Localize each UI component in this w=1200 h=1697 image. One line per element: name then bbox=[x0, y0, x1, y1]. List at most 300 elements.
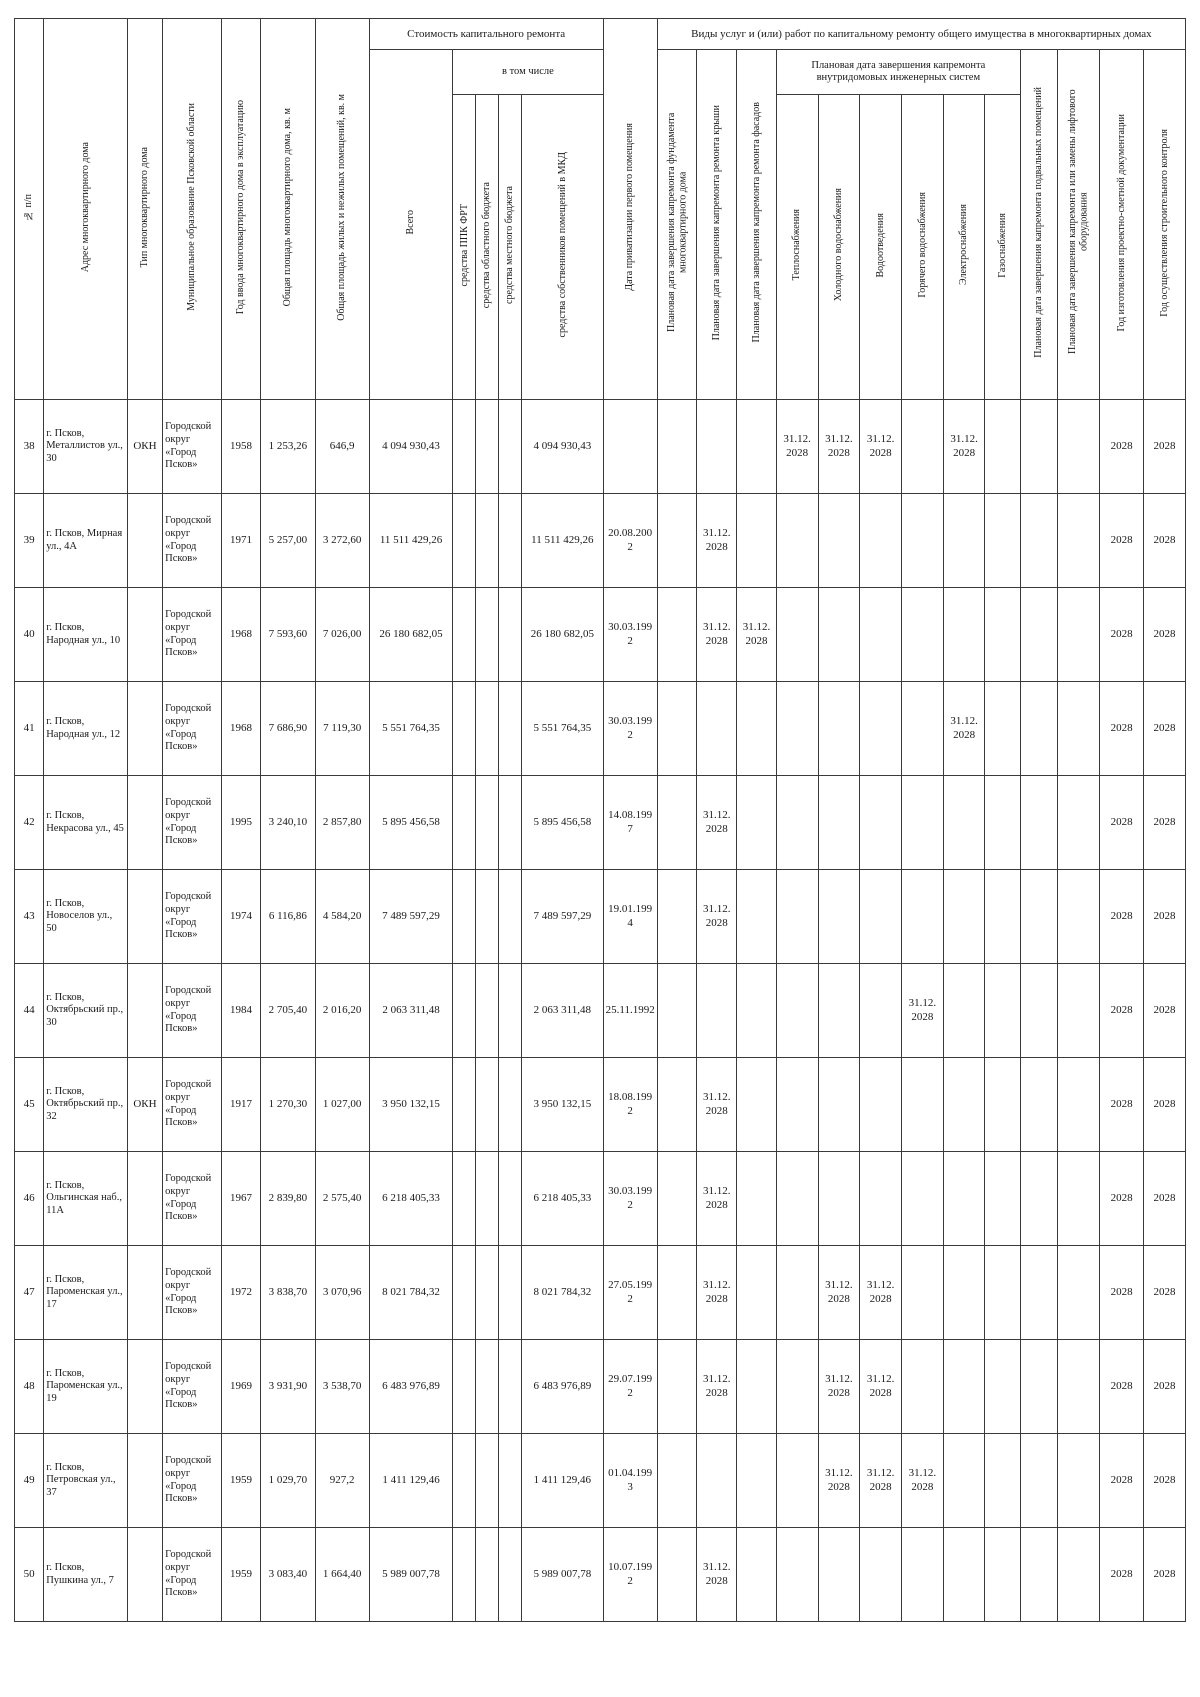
header-hot-water: Горячего водоснабжения bbox=[901, 95, 943, 400]
row-living-area: 7 026,00 bbox=[315, 588, 369, 682]
row-fund-local bbox=[499, 964, 522, 1058]
row-facade bbox=[737, 870, 777, 964]
row-municipality: Городской округ «Город Псков» bbox=[163, 870, 221, 964]
row-gas bbox=[985, 1434, 1020, 1528]
row-municipality: Городской округ «Город Псков» bbox=[163, 494, 221, 588]
row-basement bbox=[1020, 1152, 1058, 1246]
row-roof: 31.12. 2028 bbox=[697, 1340, 737, 1434]
row-design-year: 2028 bbox=[1100, 1058, 1144, 1152]
row-fund-ppk bbox=[453, 1528, 476, 1622]
row-roof: 31.12. 2028 bbox=[697, 1528, 737, 1622]
row-cost-total: 2 063 311,48 bbox=[369, 964, 452, 1058]
table-row bbox=[15, 494, 1186, 588]
header-year: Год ввода многоквартирного дома в эксплуатацию bbox=[221, 19, 261, 400]
row-priv-date: 19.01.1994 bbox=[603, 870, 657, 964]
row-total-area: 3 931,90 bbox=[261, 1340, 315, 1434]
row-facade bbox=[737, 1058, 777, 1152]
row-cost-total: 6 483 976,89 bbox=[369, 1340, 452, 1434]
row-cold-water: 31.12. 2028 bbox=[818, 1340, 860, 1434]
row-type bbox=[127, 1246, 162, 1340]
row-drainage bbox=[860, 682, 902, 776]
row-basement bbox=[1020, 400, 1058, 494]
row-fund-local bbox=[499, 1246, 522, 1340]
row-fund-region bbox=[476, 776, 499, 870]
row-year: 1995 bbox=[221, 776, 261, 870]
row-fund-region bbox=[476, 682, 499, 776]
row-electric bbox=[943, 1434, 985, 1528]
header-design-year: Год изготовления проектно-сметной документации bbox=[1100, 50, 1144, 400]
row-elevator bbox=[1058, 870, 1100, 964]
table-body bbox=[15, 400, 1186, 1622]
row-fund-local bbox=[499, 1340, 522, 1434]
row-facade bbox=[737, 682, 777, 776]
table-row bbox=[15, 1528, 1186, 1622]
row-fund-owners: 1 411 129,46 bbox=[522, 1434, 603, 1528]
row-basement bbox=[1020, 494, 1058, 588]
row-control-year: 2028 bbox=[1144, 494, 1186, 588]
row-drainage bbox=[860, 494, 902, 588]
row-year: 1972 bbox=[221, 1246, 261, 1340]
row-fund-region bbox=[476, 964, 499, 1058]
row-cold-water: 31.12. 2028 bbox=[818, 1434, 860, 1528]
row-roof bbox=[697, 964, 737, 1058]
row-priv-date: 30.03.1992 bbox=[603, 1152, 657, 1246]
row-basement bbox=[1020, 964, 1058, 1058]
row-hot-water bbox=[901, 588, 943, 682]
row-cost-total: 11 511 429,26 bbox=[369, 494, 452, 588]
row-fund-ppk bbox=[453, 400, 476, 494]
row-total-area: 2 839,80 bbox=[261, 1152, 315, 1246]
header-works-group: Виды услуг и (или) работ по капитальному ремонту общего имущества в многоквартирных домах bbox=[657, 19, 1185, 50]
row-gas bbox=[985, 400, 1020, 494]
row-fund-region bbox=[476, 494, 499, 588]
row-number: 50 bbox=[15, 1528, 44, 1622]
row-fund-ppk bbox=[453, 1246, 476, 1340]
row-foundation bbox=[657, 1058, 697, 1152]
table-row bbox=[15, 776, 1186, 870]
row-fund-region bbox=[476, 400, 499, 494]
row-basement bbox=[1020, 1434, 1058, 1528]
row-municipality: Городской округ «Город Псков» bbox=[163, 588, 221, 682]
header-roof: Плановая дата завершения капремонта ремонта крыши bbox=[697, 50, 737, 400]
row-type bbox=[127, 870, 162, 964]
header-priv-date: Дата приватизации первого помещения bbox=[603, 19, 657, 400]
row-heat bbox=[776, 1340, 818, 1434]
row-cost-total: 5 989 007,78 bbox=[369, 1528, 452, 1622]
row-fund-owners: 5 895 456,58 bbox=[522, 776, 603, 870]
row-type bbox=[127, 964, 162, 1058]
header-total-area: Общая площадь многоквартирного дома, кв. м bbox=[261, 19, 315, 400]
row-address: г. Псков, Пароменская ул., 17 bbox=[44, 1246, 127, 1340]
row-total-area: 1 029,70 bbox=[261, 1434, 315, 1528]
header-address: Адрес многоквартирного дома bbox=[44, 19, 127, 400]
row-design-year: 2028 bbox=[1100, 1434, 1144, 1528]
row-cold-water bbox=[818, 1528, 860, 1622]
header-heat: Теплоснабжения bbox=[776, 95, 818, 400]
row-year: 1968 bbox=[221, 682, 261, 776]
row-electric bbox=[943, 776, 985, 870]
row-elevator bbox=[1058, 964, 1100, 1058]
header-fund-owners: средства собственников помещений в МКД bbox=[522, 95, 603, 400]
row-design-year: 2028 bbox=[1100, 682, 1144, 776]
row-address: г. Псков, Некрасова ул., 45 bbox=[44, 776, 127, 870]
row-hot-water bbox=[901, 1528, 943, 1622]
header-systems-group: Плановая дата завершения капремонта внутридомовых инженерных систем bbox=[776, 50, 1020, 95]
row-living-area: 2 016,20 bbox=[315, 964, 369, 1058]
row-drainage bbox=[860, 1152, 902, 1246]
row-total-area: 3 240,10 bbox=[261, 776, 315, 870]
row-basement bbox=[1020, 1058, 1058, 1152]
row-fund-owners: 2 063 311,48 bbox=[522, 964, 603, 1058]
row-facade bbox=[737, 1152, 777, 1246]
row-control-year: 2028 bbox=[1144, 588, 1186, 682]
row-year: 1971 bbox=[221, 494, 261, 588]
row-design-year: 2028 bbox=[1100, 1246, 1144, 1340]
row-fund-ppk bbox=[453, 1340, 476, 1434]
row-fund-ppk bbox=[453, 494, 476, 588]
row-year: 1969 bbox=[221, 1340, 261, 1434]
row-cost-total: 5 895 456,58 bbox=[369, 776, 452, 870]
row-type bbox=[127, 494, 162, 588]
row-foundation bbox=[657, 776, 697, 870]
row-roof: 31.12. 2028 bbox=[697, 1246, 737, 1340]
row-living-area: 2 575,40 bbox=[315, 1152, 369, 1246]
row-roof: 31.12. 2028 bbox=[697, 588, 737, 682]
row-electric bbox=[943, 1152, 985, 1246]
row-fund-ppk bbox=[453, 870, 476, 964]
row-heat bbox=[776, 494, 818, 588]
row-fund-ppk bbox=[453, 964, 476, 1058]
row-heat bbox=[776, 682, 818, 776]
table-header bbox=[15, 19, 1186, 400]
row-facade bbox=[737, 964, 777, 1058]
row-hot-water bbox=[901, 1246, 943, 1340]
row-address: г. Псков, Октябрьский пр., 30 bbox=[44, 964, 127, 1058]
row-living-area: 646,9 bbox=[315, 400, 369, 494]
row-elevator bbox=[1058, 1058, 1100, 1152]
row-municipality: Городской округ «Город Псков» bbox=[163, 400, 221, 494]
row-type bbox=[127, 776, 162, 870]
row-heat bbox=[776, 1246, 818, 1340]
row-control-year: 2028 bbox=[1144, 1434, 1186, 1528]
row-facade: 31.12. 2028 bbox=[737, 588, 777, 682]
row-fund-ppk bbox=[453, 1152, 476, 1246]
row-heat bbox=[776, 870, 818, 964]
row-drainage bbox=[860, 1528, 902, 1622]
row-living-area: 3 538,70 bbox=[315, 1340, 369, 1434]
row-fund-region bbox=[476, 1058, 499, 1152]
row-fund-owners: 7 489 597,29 bbox=[522, 870, 603, 964]
row-fund-owners: 11 511 429,26 bbox=[522, 494, 603, 588]
row-gas bbox=[985, 964, 1020, 1058]
header-no: № п/п bbox=[15, 19, 44, 400]
header-foundation: Плановая дата завершения капремонта фундамента многоквартирного дома bbox=[657, 50, 697, 400]
header-electric: Электроснабжения bbox=[943, 95, 985, 400]
row-heat bbox=[776, 1058, 818, 1152]
row-municipality: Городской округ «Город Псков» bbox=[163, 1058, 221, 1152]
row-control-year: 2028 bbox=[1144, 1340, 1186, 1434]
row-living-area: 3 070,96 bbox=[315, 1246, 369, 1340]
row-fund-ppk bbox=[453, 682, 476, 776]
row-hot-water: 31.12. 2028 bbox=[901, 964, 943, 1058]
row-electric bbox=[943, 964, 985, 1058]
row-address: г. Псков, Пушкина ул., 7 bbox=[44, 1528, 127, 1622]
table-row bbox=[15, 870, 1186, 964]
row-fund-local bbox=[499, 1152, 522, 1246]
row-control-year: 2028 bbox=[1144, 1246, 1186, 1340]
row-address: г. Псков, Мирная ул., 4А bbox=[44, 494, 127, 588]
row-cold-water bbox=[818, 588, 860, 682]
header-type: Тип многоквартирного дома bbox=[127, 19, 162, 400]
row-design-year: 2028 bbox=[1100, 400, 1144, 494]
row-gas bbox=[985, 1152, 1020, 1246]
row-cold-water bbox=[818, 1058, 860, 1152]
row-heat bbox=[776, 1434, 818, 1528]
row-cost-total: 5 551 764,35 bbox=[369, 682, 452, 776]
row-basement bbox=[1020, 776, 1058, 870]
row-fund-region bbox=[476, 1528, 499, 1622]
row-foundation bbox=[657, 400, 697, 494]
row-number: 40 bbox=[15, 588, 44, 682]
row-living-area: 4 584,20 bbox=[315, 870, 369, 964]
row-fund-owners: 5 551 764,35 bbox=[522, 682, 603, 776]
row-heat bbox=[776, 776, 818, 870]
row-electric bbox=[943, 494, 985, 588]
row-number: 45 bbox=[15, 1058, 44, 1152]
row-cost-total: 6 218 405,33 bbox=[369, 1152, 452, 1246]
row-number: 47 bbox=[15, 1246, 44, 1340]
row-electric: 31.12. 2028 bbox=[943, 400, 985, 494]
row-type bbox=[127, 1528, 162, 1622]
row-foundation bbox=[657, 494, 697, 588]
row-gas bbox=[985, 1246, 1020, 1340]
row-total-area: 2 705,40 bbox=[261, 964, 315, 1058]
row-address: г. Псков, Металлистов ул., 30 bbox=[44, 400, 127, 494]
header-fund-ppk: средства ППК ФРТ bbox=[453, 95, 476, 400]
row-hot-water bbox=[901, 494, 943, 588]
row-cold-water bbox=[818, 776, 860, 870]
row-control-year: 2028 bbox=[1144, 870, 1186, 964]
row-drainage: 31.12. 2028 bbox=[860, 400, 902, 494]
row-foundation bbox=[657, 588, 697, 682]
row-hot-water bbox=[901, 400, 943, 494]
row-fund-region bbox=[476, 1152, 499, 1246]
row-facade bbox=[737, 400, 777, 494]
row-heat bbox=[776, 964, 818, 1058]
row-design-year: 2028 bbox=[1100, 964, 1144, 1058]
row-fund-local bbox=[499, 588, 522, 682]
row-fund-local bbox=[499, 1528, 522, 1622]
row-control-year: 2028 bbox=[1144, 1152, 1186, 1246]
row-year: 1958 bbox=[221, 400, 261, 494]
row-priv-date: 29.07.1992 bbox=[603, 1340, 657, 1434]
row-fund-owners: 5 989 007,78 bbox=[522, 1528, 603, 1622]
header-fund-region: средства областного бюджета bbox=[476, 95, 499, 400]
row-priv-date: 30.03.1992 bbox=[603, 588, 657, 682]
row-heat bbox=[776, 1528, 818, 1622]
row-electric bbox=[943, 1058, 985, 1152]
row-roof bbox=[697, 400, 737, 494]
row-foundation bbox=[657, 682, 697, 776]
row-facade bbox=[737, 494, 777, 588]
row-elevator bbox=[1058, 1340, 1100, 1434]
row-drainage bbox=[860, 964, 902, 1058]
row-roof bbox=[697, 682, 737, 776]
row-drainage bbox=[860, 870, 902, 964]
row-municipality: Городской округ «Город Псков» bbox=[163, 776, 221, 870]
row-fund-local bbox=[499, 1058, 522, 1152]
header-facade: Плановая дата завершения капремонта ремонта фасадов bbox=[737, 50, 777, 400]
row-municipality: Городской округ «Город Псков» bbox=[163, 682, 221, 776]
row-heat bbox=[776, 1152, 818, 1246]
row-control-year: 2028 bbox=[1144, 400, 1186, 494]
row-year: 1974 bbox=[221, 870, 261, 964]
row-fund-owners: 4 094 930,43 bbox=[522, 400, 603, 494]
row-cost-total: 8 021 784,32 bbox=[369, 1246, 452, 1340]
row-drainage bbox=[860, 1058, 902, 1152]
row-year: 1968 bbox=[221, 588, 261, 682]
row-elevator bbox=[1058, 588, 1100, 682]
row-design-year: 2028 bbox=[1100, 870, 1144, 964]
row-design-year: 2028 bbox=[1100, 494, 1144, 588]
row-hot-water bbox=[901, 776, 943, 870]
row-year: 1917 bbox=[221, 1058, 261, 1152]
row-drainage bbox=[860, 588, 902, 682]
row-facade bbox=[737, 776, 777, 870]
row-fund-owners: 6 483 976,89 bbox=[522, 1340, 603, 1434]
row-elevator bbox=[1058, 682, 1100, 776]
header-basement: Плановая дата завершения капремонта подвальных помещений bbox=[1020, 50, 1058, 400]
row-heat bbox=[776, 588, 818, 682]
row-number: 43 bbox=[15, 870, 44, 964]
row-gas bbox=[985, 494, 1020, 588]
header-control-year: Год осуществления строительного контроля bbox=[1144, 50, 1186, 400]
table-row bbox=[15, 682, 1186, 776]
row-fund-ppk bbox=[453, 1058, 476, 1152]
row-foundation bbox=[657, 1152, 697, 1246]
table-row bbox=[15, 1152, 1186, 1246]
row-priv-date bbox=[603, 400, 657, 494]
row-fund-owners: 6 218 405,33 bbox=[522, 1152, 603, 1246]
row-basement bbox=[1020, 870, 1058, 964]
row-cost-total: 1 411 129,46 bbox=[369, 1434, 452, 1528]
row-facade bbox=[737, 1340, 777, 1434]
row-municipality: Городской округ «Город Псков» bbox=[163, 1152, 221, 1246]
row-total-area: 7 686,90 bbox=[261, 682, 315, 776]
row-control-year: 2028 bbox=[1144, 1058, 1186, 1152]
row-control-year: 2028 bbox=[1144, 964, 1186, 1058]
row-elevator bbox=[1058, 776, 1100, 870]
header-municipality: Муниципальное образование Псковской области bbox=[163, 19, 221, 400]
row-priv-date: 18.08.1992 bbox=[603, 1058, 657, 1152]
row-address: г. Псков, Новоселов ул., 50 bbox=[44, 870, 127, 964]
row-gas bbox=[985, 1528, 1020, 1622]
row-fund-local bbox=[499, 400, 522, 494]
row-cold-water bbox=[818, 964, 860, 1058]
row-facade bbox=[737, 1434, 777, 1528]
row-cold-water: 31.12. 2028 bbox=[818, 1246, 860, 1340]
row-electric bbox=[943, 1340, 985, 1434]
row-hot-water bbox=[901, 870, 943, 964]
row-heat: 31.12. 2028 bbox=[776, 400, 818, 494]
row-drainage: 31.12. 2028 bbox=[860, 1434, 902, 1528]
row-total-area: 1 270,30 bbox=[261, 1058, 315, 1152]
row-address: г. Псков, Народная ул., 10 bbox=[44, 588, 127, 682]
row-roof: 31.12. 2028 bbox=[697, 1058, 737, 1152]
row-number: 41 bbox=[15, 682, 44, 776]
row-fund-local bbox=[499, 870, 522, 964]
row-cold-water bbox=[818, 1152, 860, 1246]
row-type: ОКН bbox=[127, 400, 162, 494]
row-number: 44 bbox=[15, 964, 44, 1058]
row-roof: 31.12. 2028 bbox=[697, 870, 737, 964]
row-number: 38 bbox=[15, 400, 44, 494]
row-address: г. Псков, Петровская ул., 37 bbox=[44, 1434, 127, 1528]
row-gas bbox=[985, 870, 1020, 964]
row-year: 1959 bbox=[221, 1528, 261, 1622]
row-type bbox=[127, 1152, 162, 1246]
header-living-area: Общая площадь жилых и нежилых помещений, кв. м bbox=[315, 19, 369, 400]
row-cost-total: 26 180 682,05 bbox=[369, 588, 452, 682]
row-electric bbox=[943, 1528, 985, 1622]
row-living-area: 3 272,60 bbox=[315, 494, 369, 588]
row-priv-date: 14.08.1997 bbox=[603, 776, 657, 870]
row-electric: 31.12. 2028 bbox=[943, 682, 985, 776]
row-municipality: Городской округ «Город Псков» bbox=[163, 1246, 221, 1340]
row-design-year: 2028 bbox=[1100, 1152, 1144, 1246]
row-foundation bbox=[657, 1434, 697, 1528]
row-foundation bbox=[657, 1340, 697, 1434]
row-priv-date: 20.08.2002 bbox=[603, 494, 657, 588]
row-fund-owners: 26 180 682,05 bbox=[522, 588, 603, 682]
row-total-area: 1 253,26 bbox=[261, 400, 315, 494]
header-elevator: Плановая дата завершения капремонта или замены лифтового оборудования bbox=[1058, 50, 1100, 400]
row-priv-date: 27.05.1992 bbox=[603, 1246, 657, 1340]
row-fund-ppk bbox=[453, 1434, 476, 1528]
row-priv-date: 25.11.1992 bbox=[603, 964, 657, 1058]
row-basement bbox=[1020, 1246, 1058, 1340]
row-priv-date: 01.04.1993 bbox=[603, 1434, 657, 1528]
row-control-year: 2028 bbox=[1144, 682, 1186, 776]
row-total-area: 3 838,70 bbox=[261, 1246, 315, 1340]
row-living-area: 2 857,80 bbox=[315, 776, 369, 870]
row-total-area: 3 083,40 bbox=[261, 1528, 315, 1622]
row-design-year: 2028 bbox=[1100, 588, 1144, 682]
row-cost-total: 3 950 132,15 bbox=[369, 1058, 452, 1152]
row-facade bbox=[737, 1528, 777, 1622]
row-year: 1967 bbox=[221, 1152, 261, 1246]
row-fund-local bbox=[499, 682, 522, 776]
row-drainage: 31.12. 2028 bbox=[860, 1340, 902, 1434]
header-cost-group: Стоимость капитального ремонта bbox=[369, 19, 603, 50]
header-cost-total: Всего bbox=[369, 50, 452, 400]
row-drainage bbox=[860, 776, 902, 870]
header-drainage: Водоотведения bbox=[860, 95, 902, 400]
row-hot-water bbox=[901, 682, 943, 776]
row-basement bbox=[1020, 588, 1058, 682]
row-priv-date: 10.07.1992 bbox=[603, 1528, 657, 1622]
row-address: г. Псков, Октябрьский пр., 32 bbox=[44, 1058, 127, 1152]
row-cold-water bbox=[818, 682, 860, 776]
row-number: 46 bbox=[15, 1152, 44, 1246]
row-control-year: 2028 bbox=[1144, 1528, 1186, 1622]
row-number: 48 bbox=[15, 1340, 44, 1434]
row-gas bbox=[985, 1058, 1020, 1152]
row-fund-local bbox=[499, 776, 522, 870]
header-gas: Газоснабжения bbox=[985, 95, 1020, 400]
row-elevator bbox=[1058, 1434, 1100, 1528]
row-control-year: 2028 bbox=[1144, 776, 1186, 870]
